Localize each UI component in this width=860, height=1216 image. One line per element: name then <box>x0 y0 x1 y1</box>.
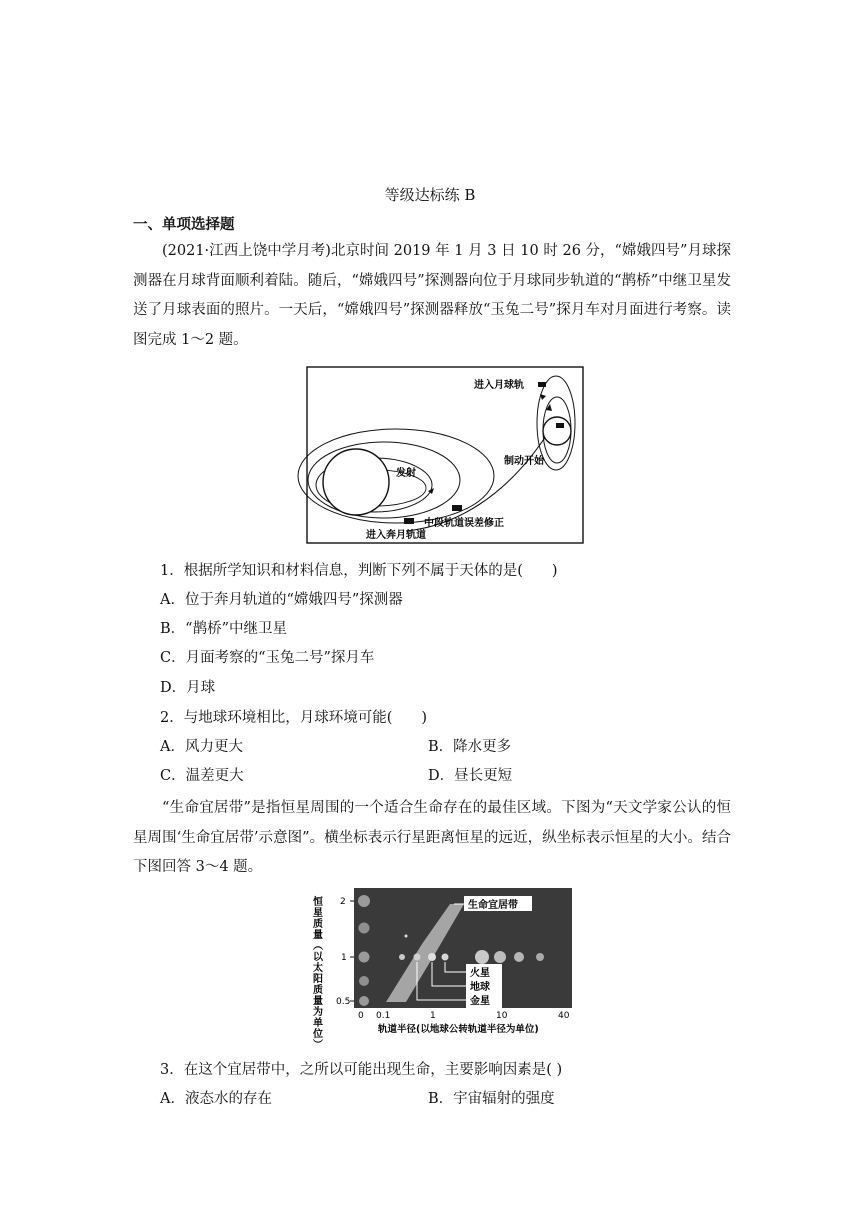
q1-option-a: A．位于奔月轨道的“嫦娥四号”探测器 <box>160 592 403 608</box>
x-tick-1: 1 <box>430 1011 436 1021</box>
y-tick-0-5: 0.5 <box>336 997 351 1007</box>
planet-label-earth: 地球 <box>470 982 490 993</box>
intro-paragraph-2: “生命宜居带”是指恒星周围的一个适合生命存在的最佳区域。下图为“天文学家公认的恒星周围‘生命宜居带’示意图”。横坐标表示行星距离恒星的远近，纵坐标表示恒星的大小。结合下图回答 3～4 题。 <box>133 800 731 875</box>
q2-option-d: D．昼长更短 <box>428 768 513 784</box>
x-tick-10: 10 <box>496 1011 508 1021</box>
y-tick-2: 2 <box>340 897 346 907</box>
question-1: 1．根据所学知识和材料信息，判断下列不属于天体的是( ) <box>160 563 558 579</box>
x-tick-0-1: 0.1 <box>376 1011 391 1021</box>
label-midcourse: 中段轨道误差修正 <box>424 518 504 529</box>
q1-option-b: B．“鹊桥”中继卫星 <box>160 621 287 637</box>
q1-option-c: C．月面考察的“玉兔二号”探月车 <box>160 650 375 666</box>
habitable-zone-label: 生命宜居带 <box>468 900 518 911</box>
q2-option-b: B．降水更多 <box>428 739 512 755</box>
label-braking-start: 制动开始 <box>504 456 544 467</box>
x-tick-40: 40 <box>558 1011 570 1021</box>
q3-option-b: B．宇宙辐射的强度 <box>428 1091 555 1107</box>
question-2: 2．与地球环境相比，月球环境可能( ) <box>160 710 428 726</box>
q2-option-a: A．风力更大 <box>160 739 243 755</box>
x-axis-label: 轨道半径(以地球公转轨道半径为单位) <box>378 1024 539 1035</box>
y-axis-label: 恒星质量（以太阳质量为单位） <box>310 896 322 1050</box>
label-trans-lunar: 进入奔月轨道 <box>366 530 426 541</box>
label-launch: 发射 <box>396 468 416 479</box>
habitable-zone-figure <box>310 884 576 1050</box>
q2-option-c: C．温差更大 <box>160 768 244 784</box>
question-3: 3．在这个宜居带中，之所以可能出现生命，主要影响因素是( ) <box>160 1062 563 1078</box>
planet-label-mars: 火星 <box>470 968 490 979</box>
y-tick-1: 1 <box>341 953 347 963</box>
page-title: 等级达标练 B <box>384 186 476 204</box>
lunar-trajectory-figure <box>306 366 584 544</box>
section-heading: 一、单项选择题 <box>133 216 235 233</box>
planet-label-venus: 金星 <box>470 996 490 1007</box>
x-tick-0: 0 <box>358 1011 364 1021</box>
q1-option-d: D．月球 <box>160 680 216 696</box>
label-enter-lunar-orbit: 进入月球轨 <box>474 380 524 391</box>
q3-option-a: A．液态水的存在 <box>160 1091 272 1107</box>
intro-paragraph-1: (2021·江西上饶中学月考)北京时间 2019 年 1 月 3 日 10 时 26 分，“嫦娥四号”月球探测器在月球背面顺利着陆。随后，“嫦娥四号”探测器向位于月球同步轨道的“鹊桥”中继卫星发送了月球表面的照片。一天后，“嫦娥四号”探测器释放“玉兔二号”探月车对月面进行考察。读图完成 1～2 题。 <box>133 243 731 348</box>
